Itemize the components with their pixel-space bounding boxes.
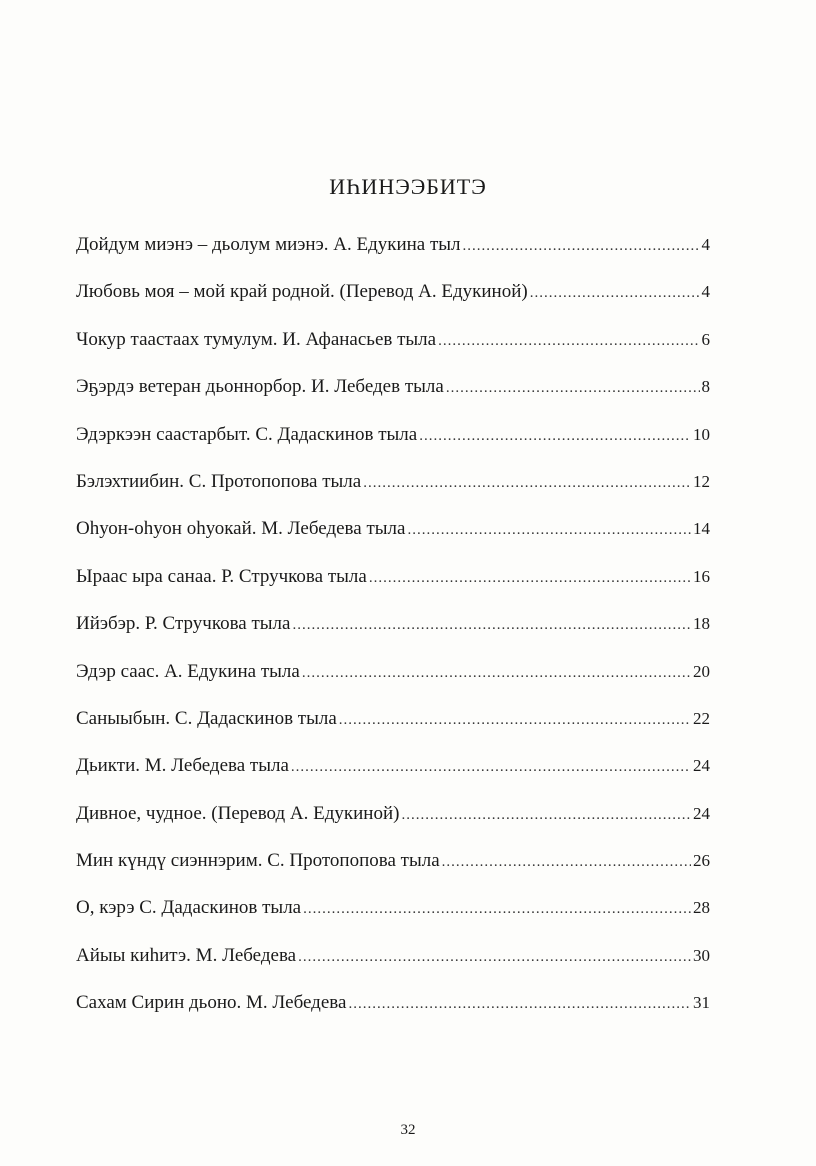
dot-leader: [419, 428, 691, 445]
toc-entry: [76, 613, 710, 660]
toc-entry-title: Дьикти. М. Лебедева тыла: [76, 755, 289, 777]
dot-leader: [530, 285, 700, 302]
dot-leader: [407, 522, 691, 539]
toc-entry-title: Эҕэрдэ ветеран дьоннорбор. И. Лебедев тыла: [76, 376, 444, 398]
dot-leader: [292, 617, 691, 634]
dot-leader: [363, 475, 691, 492]
toc-entry-page: 8: [701, 377, 710, 397]
toc-entry: [76, 945, 710, 992]
toc-entry: [76, 518, 710, 565]
toc-entry-page: 4: [701, 235, 710, 254]
toc-entry: [76, 992, 710, 1039]
toc-entry-title: О, кэрэ С. Дадаскинов тыла: [76, 897, 302, 919]
toc-entry: [76, 424, 710, 471]
toc-entry-title: Сахам Сирин дьоно. М. Лебедева: [76, 992, 347, 1014]
dot-leader: [298, 949, 691, 966]
toc-entry: [76, 897, 710, 944]
dot-leader: [401, 807, 691, 824]
toc-entry: [76, 471, 710, 518]
toc-entry: [76, 566, 710, 613]
toc-entry-page: 14: [693, 519, 710, 539]
toc-entry-page: 12: [693, 471, 710, 491]
dot-leader: [438, 333, 699, 350]
toc-entry: [76, 329, 710, 376]
table-of-contents: [76, 234, 710, 1040]
toc-entry-title: Дивное, чудное. (Перевод А. Едукиной): [76, 802, 400, 824]
dot-leader: [348, 996, 691, 1013]
toc-entry-title: Эдэр саас. А. Едукина тыла: [76, 660, 300, 682]
toc-entry: [76, 708, 710, 755]
toc-entry: [76, 281, 710, 328]
toc-title: ИҺИНЭЭБИТЭ: [329, 174, 487, 199]
toc-entry-title: Бэлэхтиибин. С. Протопопова тыла: [76, 470, 362, 492]
toc-entry-title: Мин күндү сиэннэрим. С. Протопопова тыла: [76, 850, 440, 872]
toc-entry: [76, 661, 710, 708]
toc-entry-page: 24: [693, 803, 710, 823]
dot-leader: [369, 570, 691, 587]
toc-entry-title: Айыы киһитэ. М. Лебедева: [76, 944, 297, 966]
dot-leader: [446, 380, 700, 397]
toc-entry-page: 28: [693, 898, 710, 918]
toc-entry-page: 18: [693, 614, 710, 634]
toc-entry-page: 20: [693, 661, 710, 681]
toc-entry-page: 22: [693, 708, 710, 728]
toc-entry-title: Оһуон-оһуон оһуокай. М. Лебедева тыла: [76, 518, 406, 540]
toc-entry-page: 26: [693, 851, 710, 871]
toc-entry: [76, 755, 710, 802]
dot-leader: [463, 238, 700, 255]
toc-entry: [76, 803, 710, 850]
toc-entry-title: Эдэркээн саастарбыт. С. Дадаскинов тыла: [76, 423, 418, 445]
toc-entry-page: 10: [693, 424, 710, 444]
dot-leader: [442, 854, 691, 871]
toc-entry-title: Дойдум миэнэ – дьолум миэнэ. А. Едукина тыл: [76, 234, 461, 255]
toc-entry-title: Саныыбын. С. Дадаскинов тыла: [76, 707, 337, 729]
toc-entry-page: 24: [693, 756, 710, 776]
toc-entry-title: Ыраас ыра санаа. Р. Стручкова тыла: [76, 565, 367, 587]
toc-entry-page: 30: [693, 945, 710, 965]
toc-entry: [76, 376, 710, 423]
dot-leader: [303, 901, 691, 918]
toc-entry-page: 16: [693, 566, 710, 586]
toc-entry-page: 4: [701, 282, 710, 302]
toc-entry-page: 6: [701, 329, 710, 349]
toc-entry: [76, 234, 710, 281]
dot-leader: [302, 665, 691, 682]
toc-entry-page: 31: [693, 993, 710, 1013]
toc-entry: [76, 850, 710, 897]
toc-entry-title: Любовь моя – мой край родной. (Перевод А. Едукиной): [76, 281, 528, 303]
dot-leader: [291, 759, 691, 776]
dot-leader: [339, 712, 691, 729]
page-number: 32: [400, 1122, 416, 1138]
toc-entry-title: Ийэбэр. Р. Стручкова тыла: [76, 613, 291, 635]
toc-entry-title: Чокур таастаах тумулум. И. Афанасьев тыла: [76, 328, 437, 350]
